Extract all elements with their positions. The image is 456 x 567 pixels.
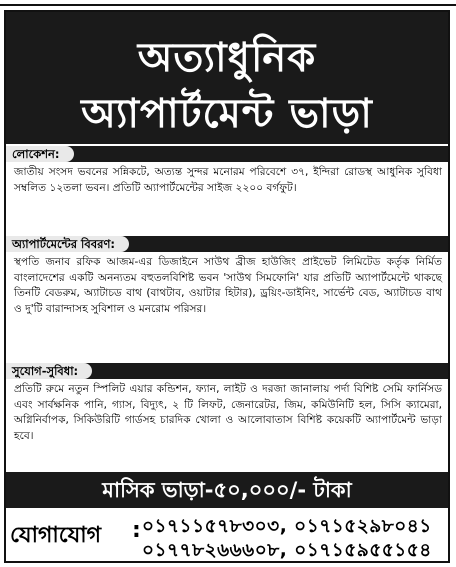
contact-label: যোগাযোগ <box>10 523 102 548</box>
headline-banner <box>6 12 448 144</box>
contact-block <box>10 512 446 560</box>
contact-phones-line-2: ০১৭৭৮২৬৬৬০৮, ০১৭১৫৯৫৫১৫৪ <box>142 540 432 561</box>
section-text-facilities: প্রতিটি রুমে নতুন স্পিলিট এয়ার কন্ডিশন, ফ্যান, লাইট ও দরজা জানালায় পর্দা বিশিষ্ট সেমি ফার্নিসড এবং সার্বক্ষনিক পানি, গ্যাস, বিদ্যুৎ, ২ টি লিফট, জেনারেটর, জিম, কমিউনিটি হল, সিসি ক্যামেরা, অগ্নিনির্বাপক, সিকিউরিটি গার্ডসহ চারদিক খোলা ও আলোবাতাস বিশিষ্ট কয়েকটি অ্যাপার্টমেন্ট ভাড়া হবে। <box>14 383 442 442</box>
advertisement <box>4 10 450 563</box>
section-text-details: স্থপতি জনাব রফিক আজম-এর ডিজাইনে সাউথ ব্রীজ হাউজিং প্রাইভেট লিমিটেড কর্তৃক নির্মিত বাংলাদেশের একটি অনন্যতম বহুতলবিশিষ্ট ভবন 'সাউথ সিমফোনি' যার প্রতিটি অ্যাপার্টমেন্টে থাকছে তিনটি বেডরুম, অ্যাটাচড বাথ (বাথটাব, ওয়াটার হিটার), ড্রয়িং-ডাইনিং, সার্ভেন্ট বেড, অ্যাটাচড বাথ ও দু'টি বারান্দাসহ সুবিশাল ও মনরোম পরিসর। <box>14 256 442 315</box>
contact-phones-line-1: ০১৭১১৫৭৮৩০৩, ০১৭১৫২৯৮০৪১ <box>142 516 432 537</box>
top-rule <box>0 0 456 6</box>
section-label-location: লোকেশন: <box>6 146 74 162</box>
contact-colon: : <box>132 518 141 543</box>
headline-line-1: অত্যাধুনিক <box>137 35 317 81</box>
headline-line-2: অ্যাপার্টমেন্ট ভাড়া <box>81 91 373 137</box>
section-label-facilities: সুযোগ-সুবিধা: <box>6 363 92 379</box>
section-label-details: অ্যাপার্টমেন্টের বিবরণ: <box>6 236 129 252</box>
monthly-rent-banner: মাসিক ভাড়া-৫০,০০০/- টাকা <box>6 472 448 508</box>
section-text-location: জাতীয় সংসদ ভবনের সন্নিকটে, অত্যন্ত সুন্দর মনোরম পরিবেশে ৩৭, ইন্দিরা রোডস্থ আধুনিক সুবিধা সম্বলিত ১২তলা ভবন। প্রতিটি অ্যাপার্টমেন্টের সাইজ ২২০০ বর্গফুট। <box>14 166 442 194</box>
